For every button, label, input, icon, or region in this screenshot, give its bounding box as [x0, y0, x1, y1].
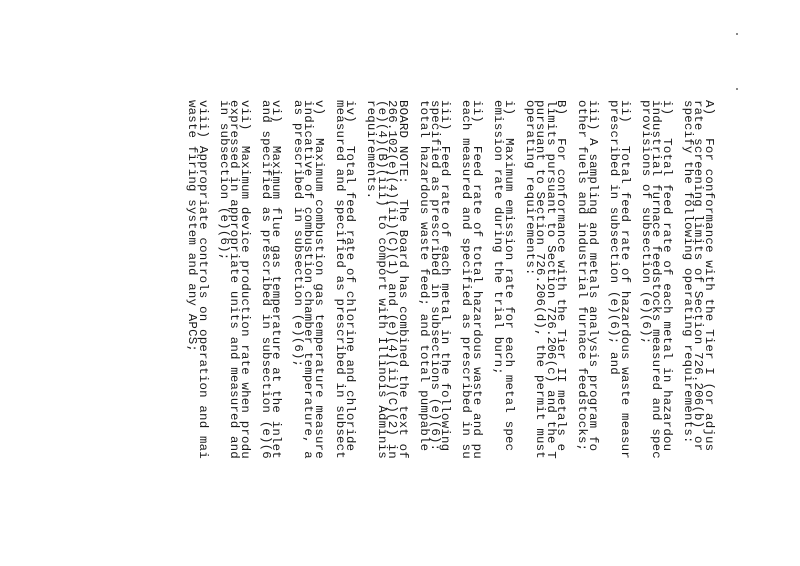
document-line: emission rate during the trial burn; [491, 100, 505, 375]
document-line: i) Total feed rate of each metal in hazardou [659, 100, 674, 452]
document-line: viii) Appropriate controls on operation and mai [195, 100, 210, 459]
document-line: and specified as prescribed in subsection (e)(6 [258, 100, 273, 459]
document-line: specified as prescribed in subsections (e)(6): [427, 100, 442, 452]
document-line: vii) Maximum device production rate when produ [237, 100, 252, 459]
document-line: industrial furnace feedstocks measured and spec [649, 100, 664, 459]
document-line: ii) Total feed rate of hazardous waste measur [617, 100, 632, 459]
document-line: A) For conformance with the Tier I (or adjus [702, 100, 716, 452]
document-line: other fuels and industrial furnace feedstocks; [575, 100, 590, 452]
document-line: limits pursuant to Section 726.206(c) and the T [543, 100, 558, 459]
document-line: each measured and specified as prescribed in su [459, 100, 474, 459]
document-line: BOARD NOTE: The Board has combined the text of [396, 100, 411, 459]
document-line: measured and specified as prescribed in subsect [332, 100, 347, 459]
document-line: iv) Total feed rate of chlorine and chloride [343, 100, 358, 452]
document-line: indicative of combustion chamber temperature, a [301, 100, 316, 459]
document-line: expressed in appropriate units and measured and [227, 100, 242, 459]
document-line: vi) Maximum flue gas temperature at the inlet [269, 100, 284, 459]
document-line: (e)(4)(B)(iii) to comport with Illinois Adminis [374, 100, 389, 459]
document-line: i) Maximum emission rate for each metal spec [501, 100, 516, 452]
document-line: iii) Feed rate of each metal in the following [438, 100, 453, 452]
document-line: in subsection (e)(6); [216, 100, 231, 261]
document-line: pursuant to Section 726.206(d), the permit must [533, 100, 548, 459]
document-line: prescribed in subsection (e)(6); and [607, 100, 622, 375]
document-line: provisions of subsection (e)(6); [638, 100, 653, 345]
document-line: ii) Feed rate of total hazardous waste and pu [469, 100, 484, 459]
document-line: B) For conformance with the Tier II metals e [554, 100, 569, 452]
document-line: waste firing system and any APCS; [185, 100, 200, 352]
document-line: iii) A sampling and metals analysis program fo [585, 100, 600, 452]
document-line: as prescribed in subsection (e)(6); [290, 100, 305, 368]
document-line: specify the following operating requirements: [680, 100, 695, 444]
document-line: total hazardous waste feed; and total pumpable [417, 100, 432, 452]
document-line: v) Maximum combustion gas temperature measure [311, 100, 326, 459]
document-line: operating requirements: [522, 100, 537, 276]
document-line: rate screening limits of Section 726.206(b) or [691, 100, 706, 452]
document-line: 266.102(e)(4)(ii)(C)(1) and (e)(4)(ii)(C)(2) in [385, 100, 400, 459]
document-line: requirements. [364, 100, 379, 200]
